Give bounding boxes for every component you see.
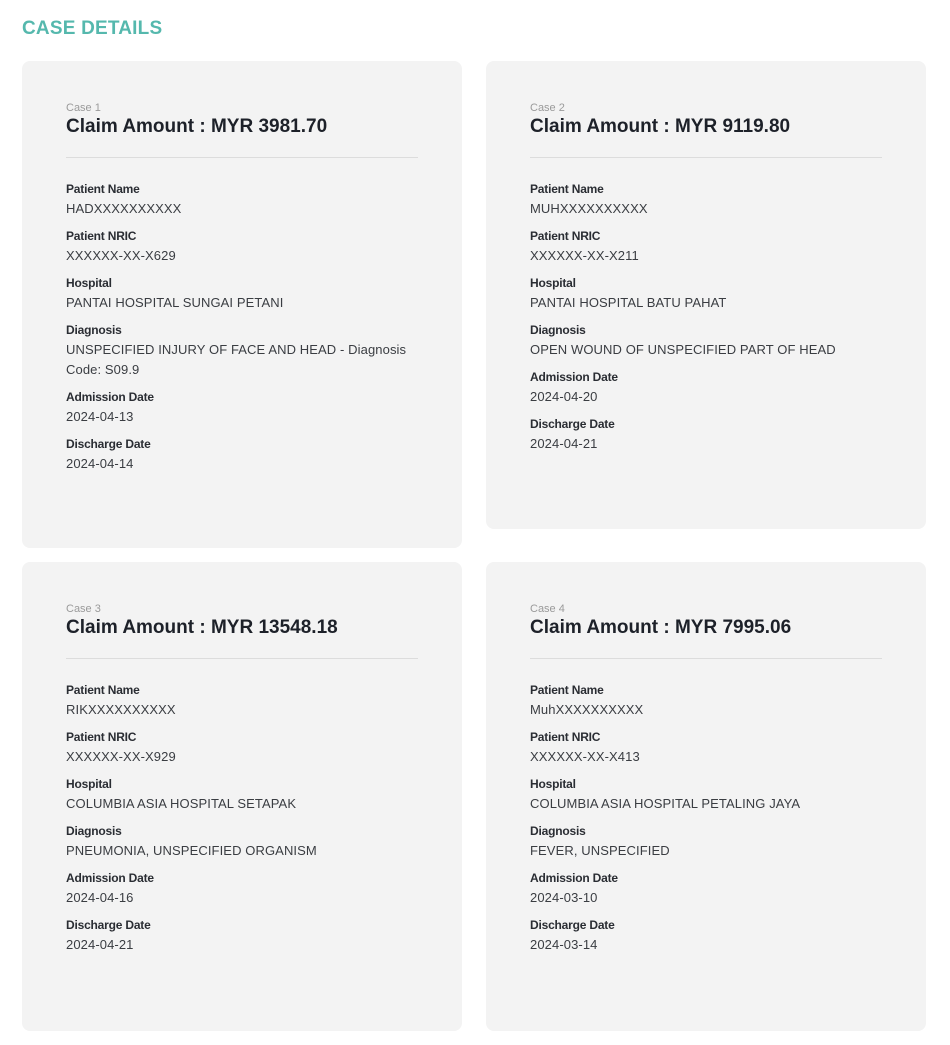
- admission-date-label: Admission Date: [530, 871, 618, 885]
- hospital-value: PANTAI HOSPITAL BATU PAHAT: [530, 295, 727, 310]
- discharge-date-label: Discharge Date: [530, 918, 615, 932]
- hospital-field: [530, 777, 882, 814]
- admission-date-label: Admission Date: [66, 390, 154, 404]
- patient-name-field: [66, 182, 418, 219]
- admission-date-field: [66, 390, 418, 427]
- divider: [66, 157, 418, 158]
- case-card-2: [486, 61, 926, 529]
- discharge-date-value: 2024-03-14: [530, 937, 598, 952]
- discharge-date-field: [66, 437, 418, 474]
- discharge-date-label: Discharge Date: [530, 417, 615, 431]
- diagnosis-field: [66, 824, 418, 861]
- patient-nric-value: XXXXXX-XX-X211: [530, 248, 639, 263]
- hospital-label: Hospital: [530, 276, 576, 290]
- patient-nric-value: XXXXXX-XX-X413: [530, 749, 640, 764]
- admission-date-value: 2024-03-10: [530, 890, 598, 905]
- hospital-field: [66, 276, 418, 313]
- patient-nric-label: Patient NRIC: [530, 730, 601, 744]
- patient-name-value: MUHXXXXXXXXXX: [530, 201, 648, 216]
- admission-date-value: 2024-04-20: [530, 389, 598, 404]
- diagnosis-field: [530, 824, 882, 861]
- patient-name-field: [530, 683, 882, 720]
- patient-name-label: Patient Name: [530, 683, 604, 697]
- divider: [530, 157, 882, 158]
- diagnosis-field: [530, 323, 882, 360]
- divider: [530, 658, 882, 659]
- case-label: Case 4: [530, 603, 565, 615]
- diagnosis-value: UNSPECIFIED INJURY OF FACE AND HEAD - Diagnosis Code: S09.9: [66, 342, 407, 377]
- patient-name-field: [66, 683, 418, 720]
- admission-date-value: 2024-04-13: [66, 409, 134, 424]
- section-title: CASE DETAILS: [22, 18, 163, 39]
- case-label: Case 3: [66, 603, 101, 615]
- case-card-3: [22, 562, 462, 1031]
- patient-nric-field: [530, 730, 882, 767]
- hospital-field: [530, 276, 882, 313]
- patient-nric-field: [66, 730, 418, 767]
- diagnosis-value: PNEUMONIA, UNSPECIFIED ORGANISM: [66, 843, 317, 858]
- divider: [66, 658, 418, 659]
- discharge-date-value: 2024-04-21: [530, 436, 598, 451]
- patient-nric-label: Patient NRIC: [66, 229, 137, 243]
- diagnosis-label: Diagnosis: [66, 323, 122, 337]
- claim-amount: Claim Amount : MYR 7995.06: [530, 617, 792, 638]
- hospital-label: Hospital: [66, 777, 112, 791]
- diagnosis-value: FEVER, UNSPECIFIED: [530, 843, 670, 858]
- admission-date-field: [530, 871, 882, 908]
- patient-name-label: Patient Name: [530, 182, 604, 196]
- discharge-date-label: Discharge Date: [66, 918, 151, 932]
- diagnosis-value: OPEN WOUND OF UNSPECIFIED PART OF HEAD: [530, 342, 836, 357]
- patient-nric-value: XXXXXX-XX-X629: [66, 248, 176, 263]
- patient-nric-value: XXXXXX-XX-X929: [66, 749, 176, 764]
- discharge-date-field: [530, 918, 882, 955]
- hospital-label: Hospital: [66, 276, 112, 290]
- patient-nric-label: Patient NRIC: [530, 229, 601, 243]
- admission-date-label: Admission Date: [66, 871, 154, 885]
- discharge-date-label: Discharge Date: [66, 437, 151, 451]
- discharge-date-value: 2024-04-21: [66, 937, 134, 952]
- hospital-value: PANTAI HOSPITAL SUNGAI PETANI: [66, 295, 284, 310]
- patient-name-value: MuhXXXXXXXXXX: [530, 702, 644, 717]
- patient-name-value: RIKXXXXXXXXXX: [66, 702, 176, 717]
- diagnosis-label: Diagnosis: [530, 824, 586, 838]
- diagnosis-label: Diagnosis: [530, 323, 586, 337]
- patient-nric-field: [66, 229, 418, 266]
- case-label: Case 2: [530, 102, 565, 114]
- claim-amount: Claim Amount : MYR 13548.18: [66, 617, 338, 638]
- case-card-1: [22, 61, 462, 548]
- patient-nric-label: Patient NRIC: [66, 730, 137, 744]
- hospital-value: COLUMBIA ASIA HOSPITAL PETALING JAYA: [530, 796, 801, 811]
- discharge-date-field: [530, 417, 882, 454]
- case-card-4: [486, 562, 926, 1031]
- patient-name-field: [530, 182, 882, 219]
- diagnosis-field: [66, 323, 418, 380]
- admission-date-label: Admission Date: [530, 370, 618, 384]
- hospital-value: COLUMBIA ASIA HOSPITAL SETAPAK: [66, 796, 297, 811]
- hospital-label: Hospital: [530, 777, 576, 791]
- claim-amount: Claim Amount : MYR 9119.80: [530, 116, 791, 137]
- case-label: Case 1: [66, 102, 101, 114]
- admission-date-value: 2024-04-16: [66, 890, 134, 905]
- claim-amount: Claim Amount : MYR 3981.70: [66, 116, 328, 137]
- patient-nric-field: [530, 229, 882, 266]
- discharge-date-field: [66, 918, 418, 955]
- patient-name-label: Patient Name: [66, 683, 140, 697]
- diagnosis-label: Diagnosis: [66, 824, 122, 838]
- hospital-field: [66, 777, 418, 814]
- patient-name-label: Patient Name: [66, 182, 140, 196]
- discharge-date-value: 2024-04-14: [66, 456, 134, 471]
- admission-date-field: [530, 370, 882, 407]
- admission-date-field: [66, 871, 418, 908]
- patient-name-value: HADXXXXXXXXXX: [66, 201, 182, 216]
